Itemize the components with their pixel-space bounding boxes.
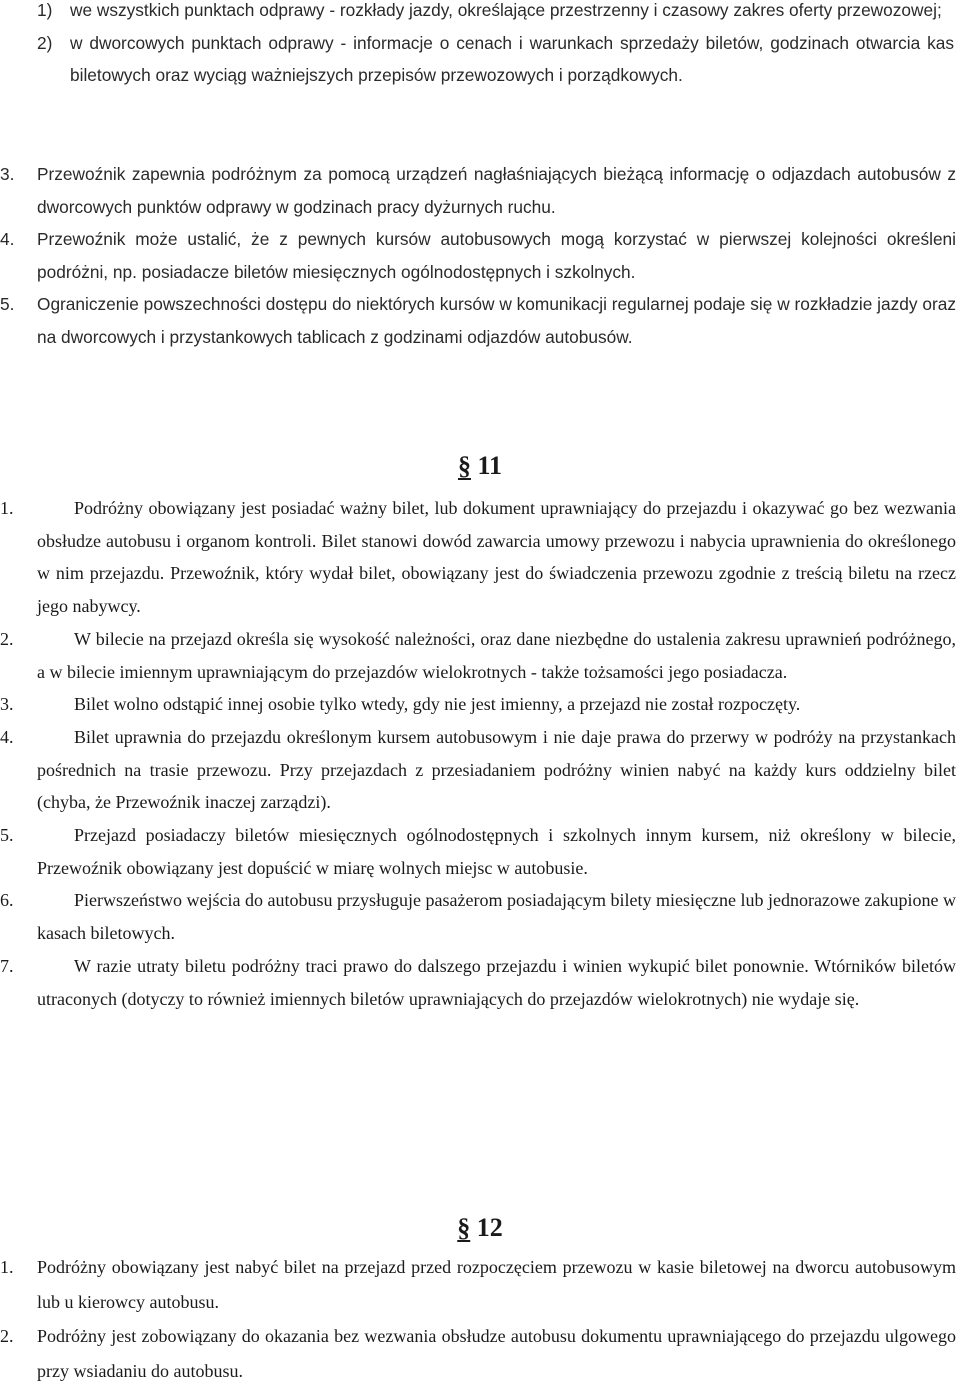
item-number: 3. — [0, 694, 14, 715]
item-number: 2. — [0, 1326, 14, 1346]
section-12-body — [0, 1250, 960, 1388]
item-text: W bilecie na przejazd określa się wysokość należności, oraz dane niezbędne do ustalenia zakresu uprawnień podróżnego, a w bilecie imiennym uprawniającym do przejazdów wielokrotnych - także tożsamości jego posiadacza. — [37, 628, 956, 682]
item-number: 7. — [0, 955, 14, 976]
paragraph-number: 3. — [0, 164, 15, 184]
section-12-item-1 — [0, 1250, 960, 1319]
item-text: Pierwszeństwo wejścia do autobusu przysługuje pasażerom posiadającym bilety miesięczne lub jednorazowe zakupione w kasach biletowych. — [37, 890, 956, 944]
section-11-item-3 — [0, 688, 960, 721]
section-11-item-2 — [0, 623, 960, 688]
section-11-item-1 — [0, 492, 960, 623]
item-text: Podróżny jest zobowiązany do okazania bez wezwania obsłudze autobusu dokumentu uprawniającego do przejazdu ulgowego przy wsiadaniu do autobusu. — [37, 1326, 956, 1381]
paragraph-text: Przewoźnik zapewnia podróżnym za pomocą urządzeń nagłaśniających bieżącą informację o odjazdach autobusów z dworcowych punktów odprawy w godzinach pracy dyżurnych ruchu. — [37, 164, 956, 217]
paragraph-3 — [0, 158, 960, 223]
section-11-item-5 — [0, 819, 960, 884]
item-text: Bilet wolno odstąpić innej osobie tylko wtedy, gdy nie jest imienny, a przejazd nie został rozpoczęty. — [74, 694, 801, 715]
top-list-points — [0, 158, 960, 353]
section-number: 12 — [476, 1213, 503, 1242]
list-item-text: w dworcowych punktach odprawy - informacje o cenach i warunkach sprzedaży biletów, godzinach otwarcia kas biletowych oraz wyciąg ważniejszych przepisów przewozowych i porządkowych. — [70, 32, 954, 85]
list-item-1 — [0, 0, 960, 27]
item-text: Przejazd posiadaczy biletów miesięcznych ogólnodostępnych i szkolnych innym kursem, niż określony w bilecie, Przewoźnik obowiązany jest dopuścić w miarę wolnych miejsc w autobusie. — [37, 825, 956, 878]
paragraph-text: Przewoźnik może ustalić, że z pewnych kursów autobusowych mogą korzystać w pierwszej kolejności określeni podróżni, np. posiadacze biletów miesięcznych ogólnodostępnych i szkolnych. — [37, 229, 956, 282]
paragraph-number: 5. — [0, 294, 15, 314]
section-12-heading — [0, 1213, 960, 1243]
section-symbol: § — [457, 1213, 471, 1242]
section-12-item-2 — [0, 1319, 960, 1388]
item-number: 2. — [0, 628, 14, 649]
section-11-body — [0, 492, 960, 1015]
item-text: Bilet uprawnia do przejazdu określonym kursem autobusowym i nie daje prawa do przerwy w podróży na przystankach pośrednich na trasie przewozu. Przy przejazdach z przesiadaniem podróżny winien nabyć na każdy kurs oddzielny bilet (chyba, że Przewoźnik inaczej zarządzi). — [37, 726, 956, 813]
paragraph-text: Ograniczenie powszechności dostępu do niektórych kursów w komunikacji regularnej podaje się w rozkładzie jazdy oraz na dworcowych i przystankowych tablicach z godzinami odjazdów autobusów. — [37, 294, 956, 347]
section-number: 11 — [477, 451, 503, 480]
paragraph-number: 4. — [0, 229, 15, 249]
item-number: 4. — [0, 726, 14, 747]
item-number: 6. — [0, 890, 14, 911]
top-list-numbered — [0, 0, 960, 92]
list-item-2 — [0, 27, 960, 92]
item-text: Podróżny obowiązany jest posiadać ważny bilet, lub dokument uprawniający do przejazdu i okazywać go bez wezwania obsłudze autobusu i organom kontroli. Bilet stanowi dowód zawarcia umowy przewozu i nabycia uprawnienia do określonego w nim przejazdu. Przewoźnik, który wydał bilet, obowiązany jest do świadczenia przewozu zgodnie z treścią biletu na rzecz jego nabywcy. — [37, 498, 956, 617]
item-number: 5. — [0, 825, 14, 846]
section-11-item-6 — [0, 884, 960, 949]
list-item-number: 1) — [37, 0, 53, 20]
paragraph-5 — [0, 288, 960, 353]
item-number: 1. — [0, 1257, 14, 1277]
list-item-text: we wszystkich punktach odprawy - rozkłady jazdy, określające przestrzenny i czasowy zakres oferty przewozowej; — [70, 0, 942, 20]
section-symbol: § — [457, 451, 471, 480]
item-text: W razie utraty biletu podróżny traci prawo do dalszego przejazdu i winien wykupić bilet ponownie. Wtórników biletów utraconych (dotyczy to również imiennych biletów uprawniających do przejazdów wielokrotnych) nie wydaje się. — [37, 955, 956, 1009]
section-11-item-7 — [0, 950, 960, 1015]
paragraph-4 — [0, 223, 960, 288]
list-item-number: 2) — [37, 32, 53, 53]
item-text: Podróżny obowiązany jest nabyć bilet na przejazd przed rozpoczęciem przewozu w kasie biletowej na dworcu autobusowym lub u kierowcy autobusu. — [37, 1257, 956, 1312]
section-11-heading — [0, 451, 960, 481]
item-number: 1. — [0, 498, 14, 518]
section-11-item-4 — [0, 721, 960, 819]
